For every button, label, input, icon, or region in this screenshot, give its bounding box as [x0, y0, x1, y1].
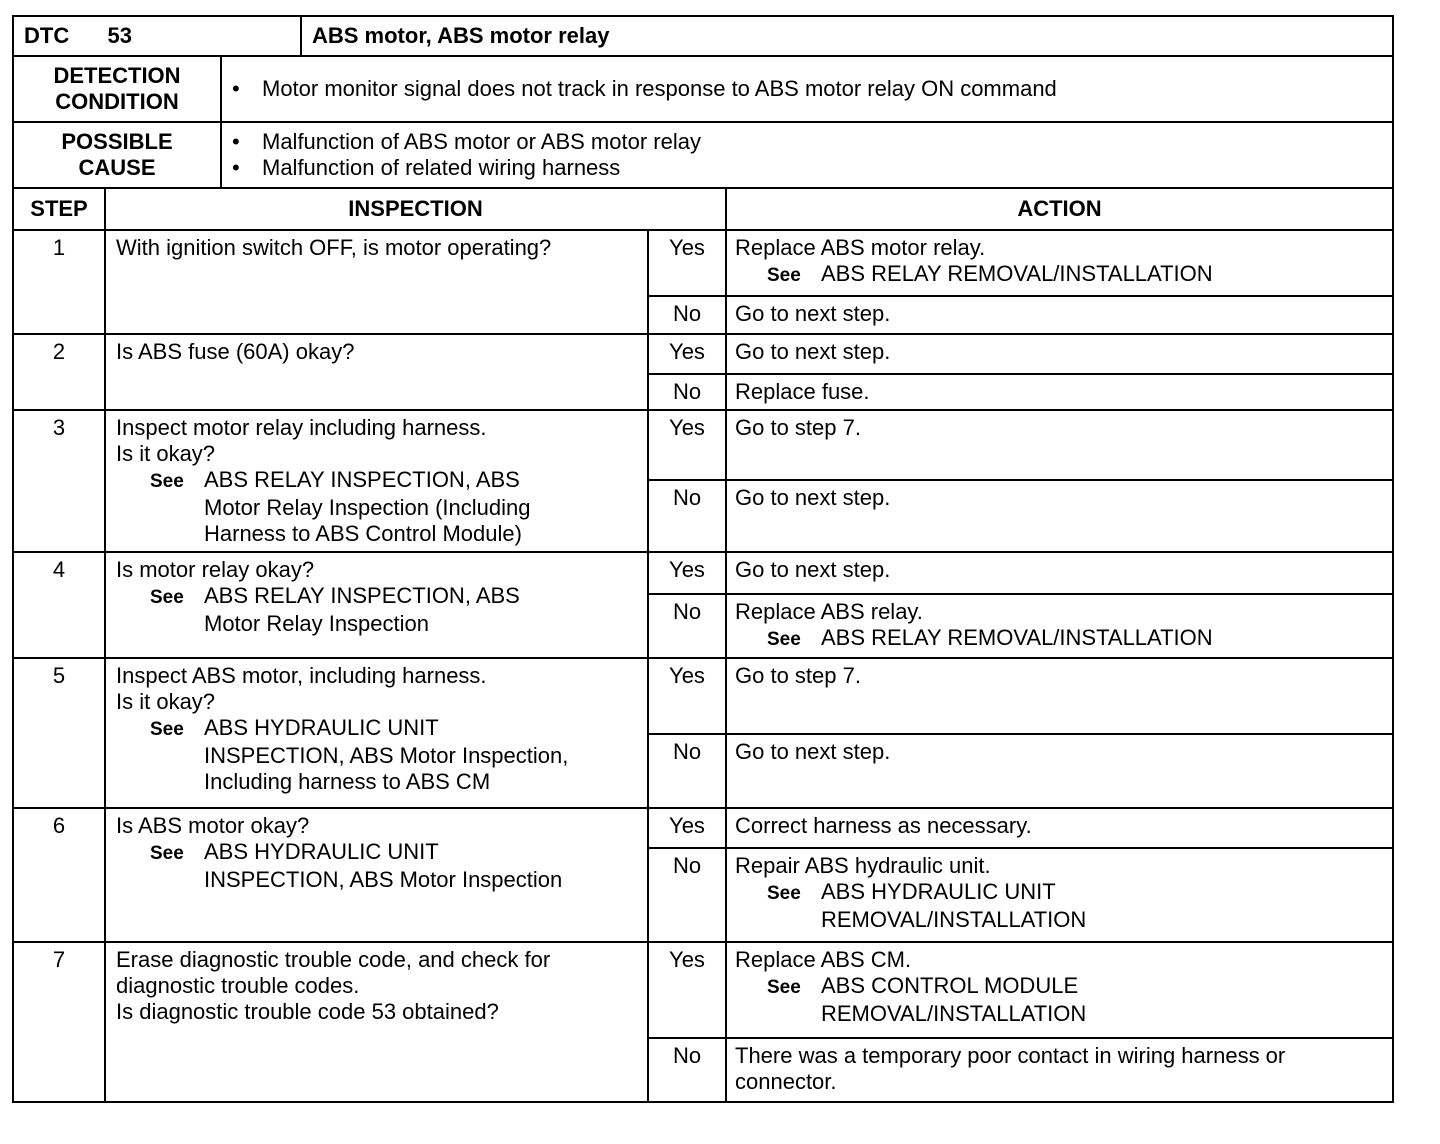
- inspection-line: Inspect ABS motor, including harness.: [116, 663, 487, 688]
- yes-label: Yes: [648, 410, 726, 480]
- action-line: Go to next step.: [735, 339, 891, 364]
- detection-label-line1: DETECTION: [53, 63, 181, 88]
- yes-action: [726, 410, 1393, 480]
- action-line: Replace ABS motor relay.: [735, 235, 986, 260]
- see-keyword: See: [150, 843, 184, 864]
- see-keyword: See: [767, 265, 801, 286]
- yes-action: [726, 230, 1393, 296]
- step-number: 2: [13, 334, 105, 410]
- yes-label: Yes: [648, 808, 726, 848]
- see-keyword: See: [767, 629, 801, 650]
- cause-item: • Malfunction of ABS motor or ABS motor relay: [232, 129, 701, 154]
- step-inspection: [105, 410, 648, 552]
- action-see-line: [767, 261, 1384, 289]
- action-line: Go to next step.: [735, 739, 891, 764]
- yes-label: Yes: [648, 658, 726, 734]
- inspection-line: With ignition switch OFF, is motor operating?: [116, 235, 552, 260]
- inspection-line: Is it okay?: [116, 689, 216, 714]
- action-line: connector.: [735, 1069, 837, 1094]
- inspection-see-line: Harness to ABS Control Module): [204, 521, 522, 546]
- yes-label: Yes: [648, 230, 726, 296]
- no-label: No: [648, 296, 726, 334]
- no-label: No: [648, 374, 726, 410]
- action-line: Go to next step.: [735, 301, 891, 326]
- yes-action: [726, 808, 1393, 848]
- no-action: [726, 848, 1393, 942]
- no-label: No: [648, 594, 726, 658]
- col-step: STEP: [13, 188, 105, 230]
- inspection-see-line: INSPECTION, ABS Motor Inspection,: [204, 743, 569, 768]
- step-row: [13, 334, 1393, 374]
- see-keyword: See: [150, 471, 184, 492]
- see-keyword: See: [767, 883, 801, 904]
- step-inspection: [105, 658, 648, 808]
- cause-item: • Malfunction of related wiring harness: [232, 155, 621, 180]
- possible-cause-label-line2: CAUSE: [78, 155, 156, 180]
- action-line: Go to next step.: [735, 485, 891, 510]
- inspection-line: Erase diagnostic trouble code, and check for: [116, 947, 551, 972]
- no-action: [726, 480, 1393, 552]
- possible-cause-label-line1: POSSIBLE: [61, 129, 173, 154]
- see-reference: ABS RELAY REMOVAL/INSTALLATION: [821, 261, 1213, 286]
- dtc-sheet: [12, 15, 1392, 1103]
- action-see-line: [767, 879, 1384, 907]
- step-inspection: [105, 230, 648, 334]
- inspection-line: Is ABS motor okay?: [116, 813, 310, 838]
- dtc-header-table: [12, 15, 1394, 57]
- dtc-title: ABS motor, ABS motor relay: [301, 16, 1393, 56]
- step-number: 5: [13, 658, 105, 808]
- step-number: 7: [13, 942, 105, 1102]
- see-keyword: See: [767, 977, 801, 998]
- inspection-see-line: Motor Relay Inspection (Including: [204, 495, 531, 520]
- step-row: [13, 410, 1393, 480]
- step-number: 1: [13, 230, 105, 334]
- inspection-see-line: [150, 715, 637, 743]
- action-line: Go to step 7.: [735, 663, 861, 688]
- inspection-line: Inspect motor relay including harness.: [116, 415, 487, 440]
- yes-label: Yes: [648, 942, 726, 1038]
- see-reference: ABS RELAY INSPECTION, ABS: [204, 467, 520, 492]
- possible-cause-list: [221, 122, 1393, 188]
- action-see-line: REMOVAL/INSTALLATION: [821, 1001, 1087, 1026]
- inspection-see-line: Including harness to ABS CM: [204, 769, 491, 794]
- action-line: Correct harness as necessary.: [735, 813, 1032, 838]
- no-label: No: [648, 848, 726, 942]
- dtc-code-cell: [13, 16, 301, 56]
- see-reference: ABS HYDRAULIC UNIT: [204, 839, 439, 864]
- action-line: Replace ABS relay.: [735, 599, 923, 624]
- step-row: [13, 658, 1393, 734]
- see-keyword: See: [150, 587, 184, 608]
- yes-label: Yes: [648, 334, 726, 374]
- see-reference: ABS RELAY INSPECTION, ABS: [204, 583, 520, 608]
- action-line: Replace ABS CM.: [735, 947, 912, 972]
- detection-label: [13, 56, 221, 122]
- action-line: There was a temporary poor contact in wiring harness or: [735, 1043, 1286, 1068]
- no-label: No: [648, 480, 726, 552]
- dtc-code: 53: [107, 23, 132, 48]
- inspection-line: diagnostic trouble codes.: [116, 973, 360, 998]
- inspection-see-line: [150, 839, 637, 867]
- step-number: 4: [13, 552, 105, 658]
- yes-label: Yes: [648, 552, 726, 594]
- inspection-line: Is it okay?: [116, 441, 216, 466]
- steps-table: [12, 187, 1394, 1103]
- action-line: Repair ABS hydraulic unit.: [735, 853, 991, 878]
- action-see-line: REMOVAL/INSTALLATION: [821, 907, 1087, 932]
- step-inspection: [105, 808, 648, 942]
- step-row: [13, 942, 1393, 1038]
- action-see-line: [767, 625, 1384, 653]
- column-header-row: [13, 188, 1393, 230]
- yes-action: [726, 334, 1393, 374]
- no-action: [726, 594, 1393, 658]
- possible-cause-label: [13, 122, 221, 188]
- action-see-line: [767, 973, 1384, 1001]
- action-line: Go to next step.: [735, 557, 891, 582]
- see-reference: ABS HYDRAULIC UNIT: [821, 879, 1056, 904]
- see-reference: ABS CONTROL MODULE: [821, 973, 1079, 998]
- inspection-line: Is motor relay okay?: [116, 557, 315, 582]
- yes-action: [726, 658, 1393, 734]
- see-reference: ABS RELAY REMOVAL/INSTALLATION: [821, 625, 1213, 650]
- no-action: [726, 374, 1393, 410]
- col-action: ACTION: [726, 188, 1393, 230]
- step-number: 3: [13, 410, 105, 552]
- yes-action: [726, 552, 1393, 594]
- inspection-see-line: Motor Relay Inspection: [204, 611, 429, 636]
- see-reference: ABS HYDRAULIC UNIT: [204, 715, 439, 740]
- yes-action: [726, 942, 1393, 1038]
- no-action: [726, 296, 1393, 334]
- inspection-line: Is diagnostic trouble code 53 obtained?: [116, 999, 499, 1024]
- no-action: [726, 734, 1393, 808]
- steps-body: [13, 230, 1393, 1102]
- action-line: Replace fuse.: [735, 379, 870, 404]
- no-label: No: [648, 734, 726, 808]
- inspection-see-line: [150, 583, 637, 611]
- step-number: 6: [13, 808, 105, 942]
- step-row: [13, 552, 1393, 594]
- see-keyword: See: [150, 719, 184, 740]
- step-row: [13, 230, 1393, 296]
- condition-table: [12, 55, 1394, 189]
- inspection-see-line: [150, 467, 637, 495]
- inspection-see-line: INSPECTION, ABS Motor Inspection: [204, 867, 563, 892]
- no-action: [726, 1038, 1393, 1102]
- inspection-line: Is ABS fuse (60A) okay?: [116, 339, 355, 364]
- step-inspection: [105, 334, 648, 410]
- col-inspection: INSPECTION: [105, 188, 726, 230]
- step-inspection: [105, 552, 648, 658]
- step-inspection: [105, 942, 648, 1102]
- detection-item: • Motor monitor signal does not track in response to ABS motor relay ON command: [232, 76, 1057, 101]
- no-label: No: [648, 1038, 726, 1102]
- step-row: [13, 808, 1393, 848]
- action-line: Go to step 7.: [735, 415, 861, 440]
- dtc-label: DTC: [24, 23, 70, 48]
- detection-label-line2: CONDITION: [55, 89, 179, 114]
- detection-condition: [221, 56, 1393, 122]
